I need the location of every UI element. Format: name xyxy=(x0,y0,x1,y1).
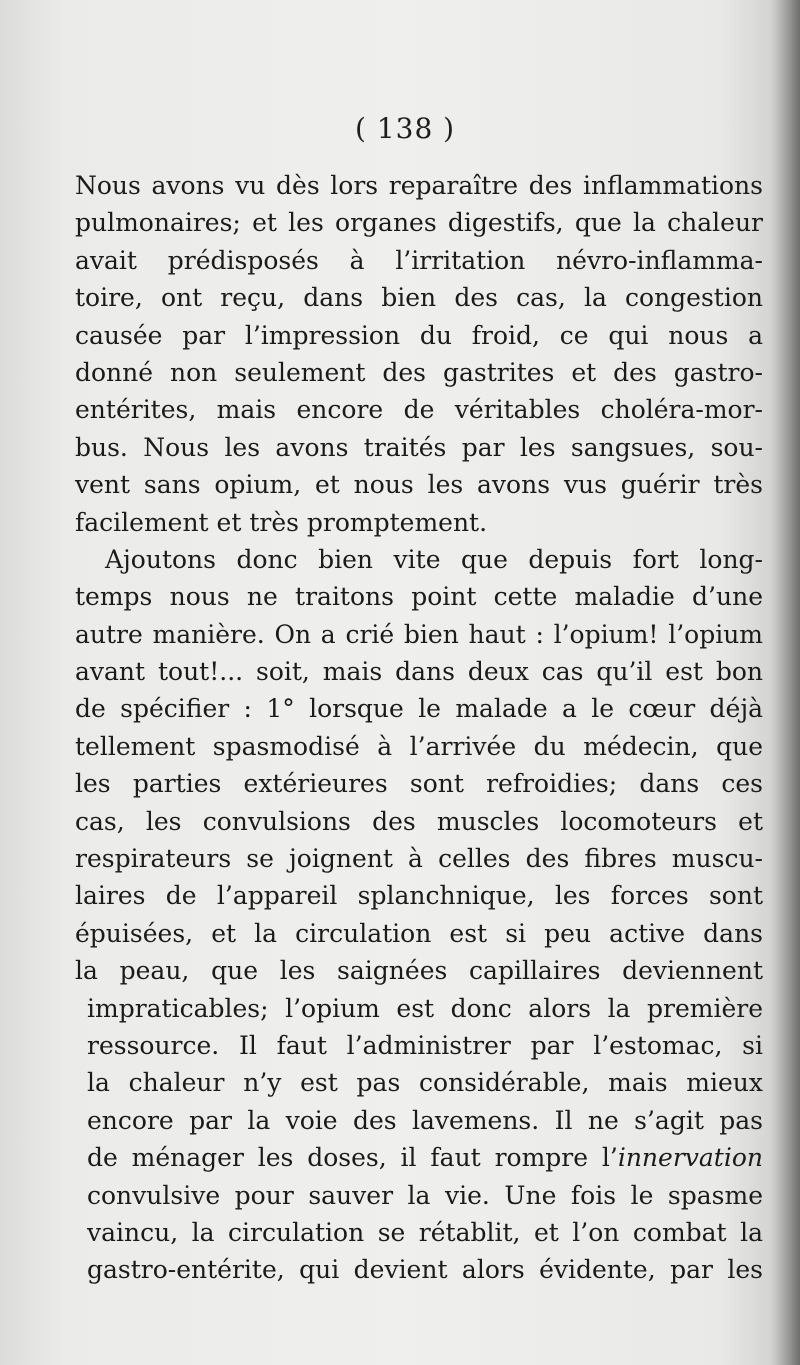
text-line: les parties extérieures sont refroidies; dans ces xyxy=(75,769,763,799)
text-line-paragraph-start: Ajoutons donc bien vite que depuis fort long- xyxy=(105,544,763,574)
text-line: pulmonaires; et les organes digestifs, que la chaleur xyxy=(75,208,763,238)
text-line: toire, ont reçu, dans bien des cas, la congestion xyxy=(75,283,763,313)
text-line: la peau, que les saignées capillaires deviennent xyxy=(75,956,763,986)
text-line: temps nous ne traitons point cette maladie d’une xyxy=(75,582,763,612)
text-line: cas, les convulsions des muscles locomoteurs et xyxy=(75,806,763,836)
text-line: la chaleur n’y est pas considérable, mais mieux xyxy=(87,1068,763,1098)
italic-word: innervation xyxy=(617,1143,763,1173)
text-line: épuisées, et la circulation est si peu active dans xyxy=(75,918,763,948)
text-line: laires de l’appareil splanchnique, les forces sont xyxy=(75,881,763,911)
text-line: facilement et très promptement. xyxy=(75,507,488,537)
text-segment: de ménager les doses, il faut rompre l’ xyxy=(87,1143,618,1173)
text-line: avait prédisposés à l’irritation névro-inflamma- xyxy=(75,245,763,275)
text-line: entérites, mais encore de véritables choléra-mor- xyxy=(75,395,763,425)
text-line: gastro-entérite, qui devient alors évidente, par les xyxy=(87,1255,763,1285)
text-line: vaincu, la circulation se rétablit, et l’on combat la xyxy=(87,1217,763,1247)
text-line: encore par la voie des lavemens. Il ne s’agit pas xyxy=(87,1105,763,1135)
text-line: autre manière. On a crié bien haut : l’opium! l’opium xyxy=(75,619,763,649)
text-line: convulsive pour sauver la vie. Une fois le spasme xyxy=(87,1180,763,1210)
text-line: avant tout!... soit, mais dans deux cas qu’il est bon xyxy=(75,657,763,687)
text-line: ressource. Il faut l’administrer par l’estomac, si xyxy=(87,1030,763,1060)
page-edge-shadow xyxy=(770,0,800,1365)
text-line: causée par l’impression du froid, ce qui nous a xyxy=(75,320,763,350)
body-text xyxy=(75,167,763,1289)
text-line: respirateurs se joignent à celles des fibres muscu- xyxy=(75,844,763,874)
text-line-with-italic xyxy=(75,1139,763,1176)
text-line: bus. Nous les avons traités par les sangsues, sou- xyxy=(75,432,763,462)
text-line: vent sans opium, et nous les avons vus guérir très xyxy=(75,470,763,500)
text-line: Nous avons vu dès lors reparaître des inflammations xyxy=(75,171,763,200)
text-line: tellement spasmodisé à l’arrivée du médecin, que xyxy=(75,731,763,761)
text-line: donné non seulement des gastrites et des gastro- xyxy=(75,357,763,387)
text-line: de spécifier : 1° lorsque le malade a le cœur déjà xyxy=(75,694,763,724)
page-number: ( 138 ) xyxy=(355,112,456,145)
text-line: impraticables; l’opium est donc alors la première xyxy=(87,993,763,1023)
